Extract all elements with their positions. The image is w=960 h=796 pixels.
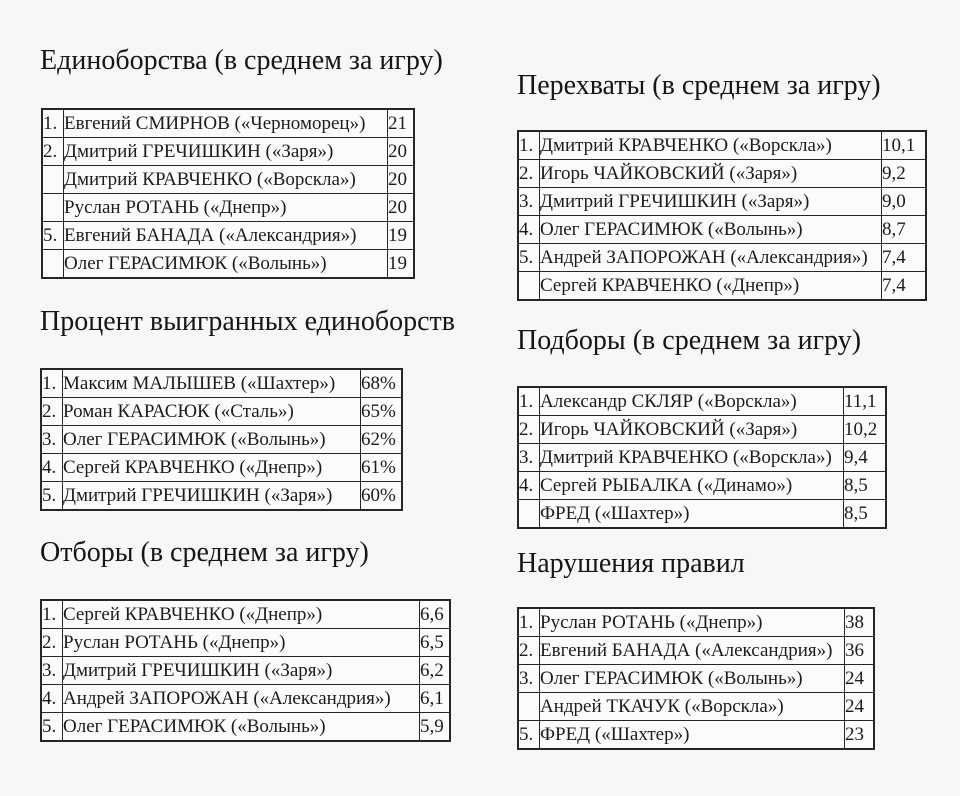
- rank-cell: 2.: [518, 637, 540, 665]
- player-cell: Евгений СМИРНОВ («Черноморец»): [64, 109, 388, 138]
- rank-cell: 5.: [518, 721, 540, 750]
- value-cell: 10,2: [844, 416, 887, 444]
- section-title-duels: Единоборства (в среднем за игру): [40, 45, 443, 76]
- value-cell: 6,1: [420, 685, 451, 713]
- value-cell: 65%: [361, 398, 403, 426]
- rank-cell: 1.: [518, 387, 540, 416]
- rank-cell: 3.: [41, 426, 63, 454]
- table-row: [518, 216, 926, 244]
- rank-cell: 4.: [41, 685, 63, 713]
- table-row: [518, 188, 926, 216]
- value-cell: 62%: [361, 426, 403, 454]
- player-cell: Дмитрий ГРЕЧИШКИН («Заря»): [63, 657, 420, 685]
- section-title-fouls: Нарушения правил: [517, 548, 745, 579]
- player-cell: Роман КАРАСЮК («Сталь»): [63, 398, 361, 426]
- table-row: [41, 398, 402, 426]
- value-cell: 23: [845, 721, 875, 750]
- player-cell: ФРЕД («Шахтер»): [540, 721, 845, 750]
- rank-cell: [518, 272, 540, 301]
- value-cell: 11,1: [844, 387, 887, 416]
- stat-table-interceptions: [517, 130, 927, 301]
- rank-cell: [518, 500, 540, 529]
- rank-cell: 5.: [42, 222, 64, 250]
- value-cell: 9,2: [882, 160, 927, 188]
- rank-cell: 2.: [518, 160, 540, 188]
- player-cell: Сергей КРАВЧЕНКО («Днепр»): [63, 600, 420, 629]
- player-cell: ФРЕД («Шахтер»): [540, 500, 844, 529]
- table-row: [518, 387, 886, 416]
- value-cell: 9,4: [844, 444, 887, 472]
- section-title-tackles: Отборы (в среднем за игру): [40, 537, 369, 568]
- value-cell: 61%: [361, 454, 403, 482]
- table-row: [41, 657, 450, 685]
- rank-cell: 4.: [518, 216, 540, 244]
- value-cell: 6,2: [420, 657, 451, 685]
- player-cell: Сергей КРАВЧЕНКО («Днепр»): [540, 272, 882, 301]
- player-cell: Олег ГЕРАСИМЮК («Волынь»): [540, 665, 845, 693]
- rank-cell: 3.: [518, 444, 540, 472]
- rank-cell: 5.: [41, 713, 63, 742]
- value-cell: 19: [388, 250, 415, 279]
- value-cell: 10,1: [882, 131, 927, 160]
- rank-cell: 5.: [41, 482, 63, 511]
- rank-cell: 4.: [518, 472, 540, 500]
- value-cell: 19: [388, 222, 415, 250]
- player-cell: Игорь ЧАЙКОВСКИЙ («Заря»): [540, 160, 882, 188]
- value-cell: 6,5: [420, 629, 451, 657]
- table-row: [518, 244, 926, 272]
- value-cell: 7,4: [882, 244, 927, 272]
- rank-cell: 1.: [42, 109, 64, 138]
- value-cell: 21: [388, 109, 415, 138]
- table-row: [518, 416, 886, 444]
- stat-table-duels-won-percent: [40, 368, 403, 511]
- player-cell: Дмитрий ГРЕЧИШКИН («Заря»): [64, 138, 388, 166]
- table-row: [518, 693, 874, 721]
- rank-cell: 2.: [41, 629, 63, 657]
- value-cell: 6,6: [420, 600, 451, 629]
- table-row: [41, 369, 402, 398]
- value-cell: 60%: [361, 482, 403, 511]
- rank-cell: 1.: [41, 600, 63, 629]
- rank-cell: 1.: [41, 369, 63, 398]
- table-row: [42, 194, 414, 222]
- player-cell: Олег ГЕРАСИМЮК («Волынь»): [540, 216, 882, 244]
- value-cell: 24: [845, 693, 875, 721]
- section-title-rebounds: Подборы (в среднем за игру): [517, 325, 862, 356]
- player-cell: Андрей ТКАЧУК («Ворскла»): [540, 693, 845, 721]
- table-row: [518, 444, 886, 472]
- player-cell: Руслан РОТАНЬ («Днепр»): [540, 608, 845, 637]
- table-row: [42, 138, 414, 166]
- player-cell: Евгений БАНАДА («Александрия»): [540, 637, 845, 665]
- player-cell: Дмитрий ГРЕЧИШКИН («Заря»): [540, 188, 882, 216]
- player-cell: Андрей ЗАПОРОЖАН («Александрия»): [540, 244, 882, 272]
- table-row: [42, 166, 414, 194]
- player-cell: Дмитрий КРАВЧЕНКО («Ворскла»): [64, 166, 388, 194]
- rank-cell: 5.: [518, 244, 540, 272]
- value-cell: 20: [388, 166, 415, 194]
- stat-table-tackles: [40, 599, 451, 742]
- table-row: [518, 472, 886, 500]
- value-cell: 36: [845, 637, 875, 665]
- value-cell: 68%: [361, 369, 403, 398]
- table-row: [42, 250, 414, 279]
- rank-cell: [518, 693, 540, 721]
- table-row: [518, 665, 874, 693]
- table-row: [42, 222, 414, 250]
- player-cell: Дмитрий ГРЕЧИШКИН («Заря»): [63, 482, 361, 511]
- value-cell: 8,5: [844, 500, 887, 529]
- player-cell: Андрей ЗАПОРОЖАН («Александрия»): [63, 685, 420, 713]
- player-cell: Сергей КРАВЧЕНКО («Днепр»): [63, 454, 361, 482]
- table-row: [518, 721, 874, 750]
- section-title-interceptions: Перехваты (в среднем за игру): [517, 70, 881, 101]
- table-row: [518, 160, 926, 188]
- value-cell: 5,9: [420, 713, 451, 742]
- rank-cell: [42, 194, 64, 222]
- table-row: [518, 131, 926, 160]
- stat-table-rebounds: [517, 386, 887, 529]
- player-cell: Олег ГЕРАСИМЮК («Волынь»): [64, 250, 388, 279]
- table-row: [41, 482, 402, 511]
- rank-cell: 4.: [41, 454, 63, 482]
- rank-cell: [42, 166, 64, 194]
- rank-cell: 3.: [518, 665, 540, 693]
- table-row: [518, 637, 874, 665]
- rank-cell: 1.: [518, 131, 540, 160]
- stat-table-fouls: [517, 607, 875, 750]
- player-cell: Дмитрий КРАВЧЕНКО («Ворскла»): [540, 131, 882, 160]
- player-cell: Руслан РОТАНЬ («Днепр»): [63, 629, 420, 657]
- table-row: [41, 426, 402, 454]
- value-cell: 7,4: [882, 272, 927, 301]
- table-row: [41, 685, 450, 713]
- table-row: [518, 500, 886, 529]
- value-cell: 38: [845, 608, 875, 637]
- player-cell: Олег ГЕРАСИМЮК («Волынь»): [63, 426, 361, 454]
- player-cell: Руслан РОТАНЬ («Днепр»): [64, 194, 388, 222]
- rank-cell: 2.: [41, 398, 63, 426]
- table-row: [41, 600, 450, 629]
- rank-cell: 2.: [42, 138, 64, 166]
- player-cell: Дмитрий КРАВЧЕНКО («Ворскла»): [540, 444, 844, 472]
- player-cell: Александр СКЛЯР («Ворскла»): [540, 387, 844, 416]
- player-cell: Сергей РЫБАЛКА («Динамо»): [540, 472, 844, 500]
- table-row: [41, 629, 450, 657]
- value-cell: 20: [388, 194, 415, 222]
- value-cell: 8,5: [844, 472, 887, 500]
- rank-cell: 2.: [518, 416, 540, 444]
- player-cell: Олег ГЕРАСИМЮК («Волынь»): [63, 713, 420, 742]
- player-cell: Максим МАЛЫШЕВ («Шахтер»): [63, 369, 361, 398]
- table-row: [42, 109, 414, 138]
- table-row: [41, 713, 450, 742]
- rank-cell: 3.: [41, 657, 63, 685]
- table-row: [518, 272, 926, 301]
- value-cell: 8,7: [882, 216, 927, 244]
- player-cell: Игорь ЧАЙКОВСКИЙ («Заря»): [540, 416, 844, 444]
- table-row: [518, 608, 874, 637]
- stat-table-duels: [41, 108, 415, 279]
- section-title-duels-won-percent: Процент выигранных единоборств: [40, 306, 455, 337]
- table-row: [41, 454, 402, 482]
- value-cell: 9,0: [882, 188, 927, 216]
- rank-cell: [42, 250, 64, 279]
- value-cell: 24: [845, 665, 875, 693]
- player-cell: Евгений БАНАДА («Александрия»): [64, 222, 388, 250]
- rank-cell: 1.: [518, 608, 540, 637]
- rank-cell: 3.: [518, 188, 540, 216]
- value-cell: 20: [388, 138, 415, 166]
